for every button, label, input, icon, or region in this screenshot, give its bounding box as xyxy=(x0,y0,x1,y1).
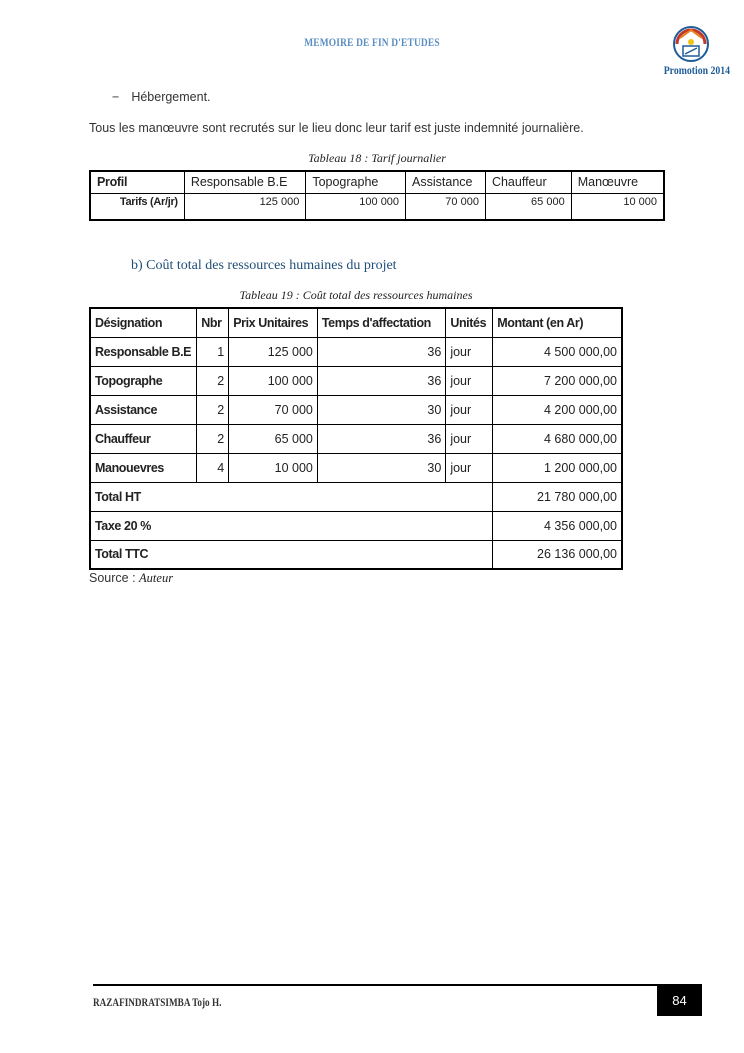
column-header: Temps d'affectation xyxy=(317,308,445,337)
cell-prix: 125 000 xyxy=(229,337,318,366)
footer-divider xyxy=(93,984,702,986)
tarif-cell: 65 000 xyxy=(485,193,571,220)
cell-unite: jour xyxy=(446,366,493,395)
total-label: Taxe 20 % xyxy=(90,511,493,540)
cell-montant: 4 680 000,00 xyxy=(493,424,622,453)
cell-montant: 1 200 000,00 xyxy=(493,453,622,482)
cell-nbr: 2 xyxy=(197,424,229,453)
profile-cell: Topographe xyxy=(306,171,406,193)
cell-unite: jour xyxy=(446,453,493,482)
cell-prix: 70 000 xyxy=(229,395,318,424)
cell-unite: jour xyxy=(446,395,493,424)
cell-nbr: 2 xyxy=(197,395,229,424)
cell-designation: Chauffeur xyxy=(90,424,197,453)
promotion-label: Promotion 2014 xyxy=(663,65,730,77)
cell-temps: 36 xyxy=(317,366,445,395)
table19-caption: Tableau 19 : Coût total des ressources humaines xyxy=(239,288,473,302)
school-logo-icon xyxy=(671,24,711,64)
cell-temps: 36 xyxy=(317,337,445,366)
table-row xyxy=(90,193,664,220)
cell-unite: jour xyxy=(446,337,493,366)
total-label: Total HT xyxy=(90,482,493,511)
bullet-text: Hébergement. xyxy=(131,90,211,104)
table-row xyxy=(90,337,622,366)
profile-cell: Chauffeur xyxy=(485,171,571,193)
tarif-cell: 70 000 xyxy=(406,193,486,220)
page-number: 84 xyxy=(657,986,702,1016)
cell-nbr: 4 xyxy=(197,453,229,482)
cell-montant: 4 200 000,00 xyxy=(493,395,622,424)
column-header: Unités xyxy=(446,308,493,337)
bullet-item xyxy=(112,90,211,104)
table-row xyxy=(90,395,622,424)
source-note xyxy=(89,571,173,586)
bullet-dash: − xyxy=(112,90,120,104)
total-value: 26 136 000,00 xyxy=(493,540,622,569)
cell-designation: Topographe xyxy=(90,366,197,395)
table-tarif-journalier xyxy=(89,170,665,221)
cell-designation: Manouevres xyxy=(90,453,197,482)
footer-author: RAZAFINDRATSIMBA Tojo H. xyxy=(93,997,222,1009)
table-row xyxy=(90,424,622,453)
total-row xyxy=(90,540,622,569)
cell-temps: 36 xyxy=(317,424,445,453)
cell-unite: jour xyxy=(446,424,493,453)
source-label: Source : xyxy=(89,571,140,585)
row-header-tarifs: Tarifs (Ar/jr) xyxy=(90,193,184,220)
cell-prix: 100 000 xyxy=(229,366,318,395)
cell-nbr: 1 xyxy=(197,337,229,366)
cell-designation: Responsable B.E xyxy=(90,337,197,366)
table-row xyxy=(90,453,622,482)
cell-prix: 10 000 xyxy=(229,453,318,482)
cell-prix: 65 000 xyxy=(229,424,318,453)
table-row xyxy=(90,366,622,395)
tarif-cell: 125 000 xyxy=(184,193,306,220)
profile-cell: Responsable B.E xyxy=(184,171,306,193)
table-header-row xyxy=(90,308,622,337)
table-row xyxy=(90,171,664,193)
total-value: 4 356 000,00 xyxy=(493,511,622,540)
cell-montant: 4 500 000,00 xyxy=(493,337,622,366)
column-header: Désignation xyxy=(90,308,197,337)
profile-cell: Assistance xyxy=(406,171,486,193)
source-value: Auteur xyxy=(139,571,174,585)
tarif-cell: 100 000 xyxy=(306,193,406,220)
profile-cell: Manœuvre xyxy=(571,171,664,193)
column-header: Prix Unitaires xyxy=(229,308,318,337)
total-row xyxy=(90,511,622,540)
total-value: 21 780 000,00 xyxy=(493,482,622,511)
total-row xyxy=(90,482,622,511)
cell-temps: 30 xyxy=(317,395,445,424)
table18-caption: Tableau 18 : Tarif journalier xyxy=(308,151,446,165)
cell-temps: 30 xyxy=(317,453,445,482)
body-paragraph: Tous les manœuvre sont recrutés sur le lieu donc leur tarif est juste indemnité journalière. xyxy=(89,121,584,135)
cell-montant: 7 200 000,00 xyxy=(493,366,622,395)
total-label: Total TTC xyxy=(90,540,493,569)
section-heading: b) Coût total des ressources humaines du projet xyxy=(131,258,397,273)
table-cout-total-rh xyxy=(89,307,623,570)
column-header: Montant (en Ar) xyxy=(493,308,622,337)
cell-nbr: 2 xyxy=(197,366,229,395)
row-header-profil: Profil xyxy=(90,171,184,193)
column-header: Nbr xyxy=(197,308,229,337)
header-title: MEMOIRE DE FIN D'ETUDES xyxy=(304,37,440,49)
tarif-cell: 10 000 xyxy=(571,193,664,220)
cell-designation: Assistance xyxy=(90,395,197,424)
